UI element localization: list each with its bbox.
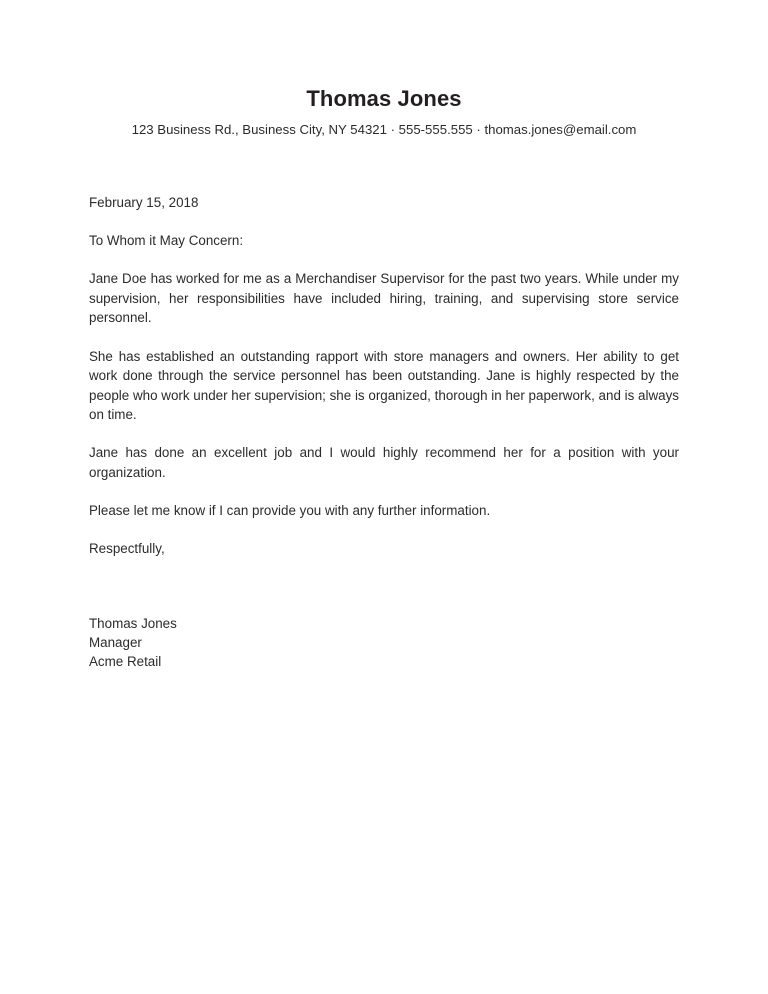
signature-company: Acme Retail bbox=[89, 653, 162, 669]
letter-salutation: To Whom it May Concern: bbox=[89, 233, 244, 249]
sender-name-heading: Thomas Jones bbox=[306, 86, 462, 111]
signature-name: Thomas Jones bbox=[89, 615, 177, 631]
letter-body bbox=[89, 0, 679, 671]
sender-contact-line: 123 Business Rd., Business City, NY 54321 · 555-555.555 · thomas.jones@email.com bbox=[131, 121, 637, 137]
letter-date: February 15, 2018 bbox=[89, 195, 199, 211]
letterhead bbox=[89, 0, 679, 138]
signature-title: Manager bbox=[89, 634, 142, 650]
letter-paragraph-4: Please let me know if I can provide you with any further information. bbox=[89, 503, 491, 519]
signature-block bbox=[89, 614, 679, 671]
letter-paragraph-3: Jane has done an excellent job and I would highly recommend her for a position with your organization. bbox=[89, 445, 679, 481]
letter-content bbox=[89, 193, 679, 559]
letter-paragraph-1: Jane Doe has worked for me as a Merchandiser Supervisor for the past two years. While under my supervision, her responsibilities have included hiring, training, and supervising store service personnel. bbox=[89, 271, 679, 326]
letter-closing: Respectfully, bbox=[89, 541, 165, 557]
letter-paragraph-2: She has established an outstanding rapport with store managers and owners. Her ability to get work done through the service personnel has been outstanding. Jane is highly respected by the people who work under her supervision; she is organized, thorough in her paperwork, and is always on time. bbox=[89, 348, 679, 423]
